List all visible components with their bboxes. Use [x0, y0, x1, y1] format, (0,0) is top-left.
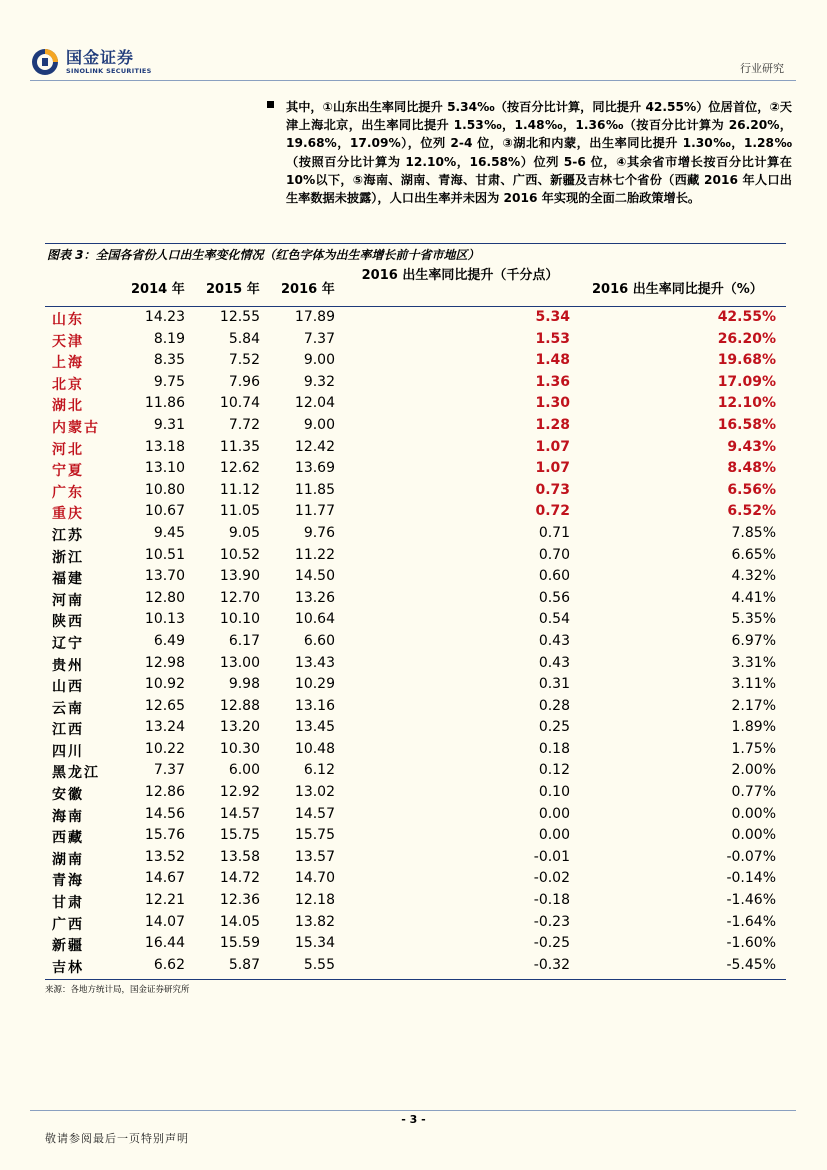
header-2016: 2016 年: [281, 282, 335, 297]
cell-2015: 10.52: [219, 546, 260, 563]
cell-2015: 11.12: [219, 481, 260, 498]
table-row: [45, 674, 786, 696]
cell-2015: 7.96: [228, 373, 260, 390]
cell-change-permille: -0.25: [533, 935, 570, 952]
source-note: 来源：各地方统计局，国金证券研究所: [45, 985, 190, 995]
cell-2015: 12.62: [219, 460, 260, 477]
cell-2016: 11.22: [294, 546, 335, 563]
cell-2016: 13.16: [294, 697, 335, 714]
cell-change-pct: 3.31%: [731, 654, 776, 671]
cell-province: 湖南: [52, 851, 84, 868]
cell-2014: 14.23: [144, 309, 185, 325]
cell-province: 甘肃: [52, 895, 84, 912]
summary-text: 其中，①山东出生率同比提升 5.34‰（按百分比计算，同比提升 42.55%）位居首位，②天津上海北京，出生率同比提升 1.53‰，1.48‰，1.36‰（按百分比计算为 26.20%，19.68%，17.09%），位列 2-4 位，③湖北和内蒙，出生率同比提升 1.30‰，1.28‰（按照百分比计算为 12.10%，16.58%）位列 5-6 位，④其余省市增长按百分比计算在 10%以下，⑤海南、湖南、青海、甘肃、广西、新疆及吉林七个省份（西藏 2016 年人口出生率数据未披露），人口出生率并未因为 2016 年实现的全面二胎政策增长。: [286, 100, 792, 206]
data-table-body: [45, 307, 786, 976]
cell-2014: 6.62: [153, 956, 185, 973]
cell-2016: 12.42: [294, 438, 335, 455]
cell-change-pct: -1.46%: [726, 892, 776, 909]
table-row: [45, 825, 786, 847]
cell-2014: 16.44: [144, 935, 185, 952]
cell-change-pct: 6.52%: [727, 503, 776, 520]
cell-change-pct: 7.85%: [731, 524, 776, 541]
cell-2014: 14.56: [144, 805, 185, 822]
cell-province: 黑龙江: [52, 765, 100, 782]
cell-change-pct: 0.77%: [731, 784, 776, 801]
cell-2015: 15.75: [219, 827, 260, 844]
cell-2016: 14.70: [294, 870, 335, 887]
cell-change-permille: 0.72: [535, 503, 570, 520]
cell-change-pct: 5.35%: [731, 611, 776, 628]
cell-province: 吉林: [52, 959, 84, 976]
logo-en-text: SINOLINK SECURITIES: [66, 67, 152, 75]
cell-province: 天津: [52, 333, 84, 350]
cell-change-pct: 1.89%: [731, 719, 776, 736]
summary-paragraph: [286, 98, 792, 207]
cell-province: 河北: [52, 441, 84, 458]
cell-2014: 15.76: [144, 827, 185, 844]
table-row: [45, 868, 786, 890]
cell-province: 海南: [52, 808, 84, 825]
cell-2014: 7.37: [153, 762, 185, 779]
cell-2016: 13.69: [294, 460, 335, 477]
cell-2015: 11.05: [219, 503, 260, 520]
table-row: [45, 545, 786, 567]
cell-2016: 5.55: [303, 956, 335, 973]
table-row: [45, 523, 786, 545]
cell-change-permille: -0.18: [533, 892, 570, 909]
cell-2016: 9.00: [303, 352, 335, 369]
cell-2014: 9.45: [153, 524, 185, 541]
cell-2014: 13.70: [144, 568, 185, 585]
cell-2014: 8.19: [153, 330, 185, 347]
cell-province: 北京: [52, 376, 84, 393]
cell-2016: 9.32: [303, 373, 335, 390]
page-number: - 3 -: [401, 1113, 426, 1126]
cell-change-pct: 0.00%: [731, 805, 776, 822]
cell-change-pct: 2.00%: [731, 762, 776, 779]
cell-2015: 13.90: [219, 568, 260, 585]
report-category: 行业研究: [740, 62, 784, 75]
cell-province: 福建: [52, 571, 84, 588]
cell-change-permille: -0.23: [533, 913, 570, 930]
cell-change-permille: 0.71: [538, 524, 570, 541]
cell-2015: 6.00: [228, 762, 260, 779]
cell-change-permille: 0.31: [538, 676, 570, 693]
cell-province: 青海: [52, 873, 84, 890]
cell-change-pct: 12.10%: [717, 395, 776, 412]
cell-province: 广西: [52, 916, 84, 933]
cell-2015: 10.10: [219, 611, 260, 628]
cell-2014: 6.49: [153, 632, 185, 649]
table-row: [45, 329, 786, 351]
cell-2015: 12.36: [219, 892, 260, 909]
cell-2015: 12.92: [219, 784, 260, 801]
cell-change-permille: 1.30: [535, 395, 570, 412]
table-row: [45, 804, 786, 826]
cell-province: 上海: [52, 355, 84, 372]
cell-change-permille: 0.60: [538, 568, 570, 585]
header-divider: [30, 80, 796, 81]
table-row: [45, 631, 786, 653]
cell-2016: 11.77: [294, 503, 335, 520]
table-row: [45, 437, 786, 459]
cell-change-pct: 19.68%: [717, 352, 776, 369]
cell-2014: 10.51: [144, 546, 185, 563]
cell-change-permille: -0.02: [533, 870, 570, 887]
cell-change-permille: 0.10: [538, 784, 570, 801]
cell-2014: 11.86: [144, 395, 185, 412]
cell-2014: 10.22: [144, 740, 185, 757]
cell-2015: 15.59: [219, 935, 260, 952]
cell-change-permille: 0.70: [538, 546, 570, 563]
cell-change-pct: 6.56%: [727, 481, 776, 498]
cell-change-pct: -0.14%: [726, 870, 776, 887]
cell-change-permille: 0.00: [538, 827, 570, 844]
cell-2014: 12.86: [144, 784, 185, 801]
cell-2015: 11.35: [219, 438, 260, 455]
cell-change-pct: 2.17%: [731, 697, 776, 714]
cell-province: 陕西: [52, 614, 84, 631]
cell-2015: 9.98: [228, 676, 260, 693]
cell-2015: 12.55: [219, 309, 260, 325]
cell-2015: 7.52: [228, 352, 260, 369]
cell-2016: 12.04: [294, 395, 335, 412]
cell-change-permille: 0.43: [538, 632, 570, 649]
footer-divider: [30, 1110, 796, 1111]
table-row: [45, 393, 786, 415]
cell-province: 江苏: [52, 527, 84, 544]
cell-2015: 14.05: [219, 913, 260, 930]
cell-2015: 5.84: [228, 330, 260, 347]
table-row: [45, 307, 786, 329]
cell-province: 西藏: [52, 830, 84, 847]
cell-change-permille: -0.01: [533, 848, 570, 865]
cell-2015: 14.72: [219, 870, 260, 887]
cell-2014: 10.13: [144, 611, 185, 628]
cell-2014: 13.52: [144, 848, 185, 865]
table-row: [45, 782, 786, 804]
cell-change-permille: 0.00: [538, 805, 570, 822]
cell-2016: 13.26: [294, 589, 335, 606]
cell-province: 湖北: [52, 398, 84, 415]
table-row: [45, 912, 786, 934]
cell-change-permille: 1.53: [535, 330, 570, 347]
cell-province: 山东: [52, 312, 84, 328]
cell-change-permille: 1.48: [535, 352, 570, 369]
cell-2015: 6.17: [228, 632, 260, 649]
cell-2015: 7.72: [228, 416, 260, 433]
footer-disclaimer: 敬请参阅最后一页特别声明: [45, 1132, 189, 1145]
cell-2014: 12.80: [144, 589, 185, 606]
cell-province: 浙江: [52, 549, 84, 566]
cell-2014: 13.10: [144, 460, 185, 477]
table-row: [45, 890, 786, 912]
cell-2014: 9.31: [153, 416, 185, 433]
cell-2016: 17.89: [294, 309, 335, 325]
cell-change-permille: 1.36: [535, 373, 570, 390]
cell-2016: 15.34: [294, 935, 335, 952]
cell-2015: 14.57: [219, 805, 260, 822]
cell-change-pct: -1.64%: [726, 913, 776, 930]
cell-2016: 9.76: [303, 524, 335, 541]
cell-change-permille: 1.07: [535, 460, 570, 477]
table-row: [45, 458, 786, 480]
cell-2015: 13.20: [219, 719, 260, 736]
cell-2016: 14.57: [294, 805, 335, 822]
table-row: [45, 372, 786, 394]
table-row: [45, 609, 786, 631]
cell-2014: 8.35: [153, 352, 185, 369]
cell-2014: 13.18: [144, 438, 185, 455]
cell-change-permille: 0.18: [538, 740, 570, 757]
cell-province: 山西: [52, 679, 84, 696]
header-2014: 2014 年: [131, 282, 185, 297]
cell-province: 重庆: [52, 506, 84, 523]
cell-2016: 12.18: [294, 892, 335, 909]
table-row: [45, 933, 786, 955]
cell-change-pct: 42.55%: [717, 309, 776, 325]
cell-change-pct: 9.43%: [727, 438, 776, 455]
table-row: [45, 588, 786, 610]
figure-top-rule: [45, 243, 786, 244]
cell-2016: 10.64: [294, 611, 335, 628]
cell-2014: 10.80: [144, 481, 185, 498]
cell-2016: 13.02: [294, 784, 335, 801]
cell-2016: 10.29: [294, 676, 335, 693]
cell-province: 安徽: [52, 787, 84, 804]
figure-title: 图表 3：全国各省份人口出生率变化情况（红色字体为出生率增长前十省市地区）: [47, 248, 480, 262]
cell-province: 河南: [52, 592, 84, 609]
table-row: [45, 696, 786, 718]
cell-province: 辽宁: [52, 635, 84, 652]
cell-change-pct: 4.41%: [731, 589, 776, 606]
logo-cn-text: 国金证券: [66, 48, 135, 67]
cell-2016: 7.37: [303, 330, 335, 347]
cell-2015: 5.87: [228, 956, 260, 973]
table-row: [45, 717, 786, 739]
cell-province: 四川: [52, 743, 84, 760]
cell-change-pct: 0.00%: [731, 827, 776, 844]
table-row: [45, 480, 786, 502]
cell-change-pct: -1.60%: [726, 935, 776, 952]
cell-province: 江西: [52, 722, 84, 739]
table-row: [45, 566, 786, 588]
cell-2014: 14.07: [144, 913, 185, 930]
cell-change-pct: 8.48%: [727, 460, 776, 477]
bullet-square-icon: [267, 101, 274, 108]
cell-2016: 13.82: [294, 913, 335, 930]
cell-province: 贵州: [52, 657, 84, 674]
cell-change-pct: -5.45%: [726, 956, 776, 973]
cell-change-permille: 0.73: [535, 481, 570, 498]
cell-2015: 12.70: [219, 589, 260, 606]
cell-change-permille: 0.12: [538, 762, 570, 779]
cell-2015: 13.58: [219, 848, 260, 865]
cell-2016: 10.48: [294, 740, 335, 757]
cell-2014: 10.92: [144, 676, 185, 693]
table-row: [45, 653, 786, 675]
cell-change-permille: 1.07: [535, 438, 570, 455]
cell-2015: 10.30: [219, 740, 260, 757]
header-change-pct: 2016 出生率同比提升（%）: [592, 282, 763, 297]
cell-2015: 13.00: [219, 654, 260, 671]
cell-change-permille: 5.34: [535, 309, 570, 325]
cell-province: 新疆: [52, 938, 84, 955]
cell-province: 广东: [52, 484, 84, 501]
cell-province: 宁夏: [52, 463, 84, 480]
logo-mark-icon: [30, 47, 60, 77]
cell-province: 内蒙古: [52, 419, 100, 436]
table-row: [45, 501, 786, 523]
cell-2016: 13.45: [294, 719, 335, 736]
cell-change-permille: 1.28: [535, 416, 570, 433]
cell-change-pct: 6.65%: [731, 546, 776, 563]
cell-change-permille: 0.43: [538, 654, 570, 671]
cell-2016: 9.00: [303, 416, 335, 433]
cell-2016: 14.50: [294, 568, 335, 585]
sinolink-logo: [30, 47, 152, 77]
cell-change-pct: 17.09%: [717, 373, 776, 390]
page-header: [0, 0, 827, 90]
cell-2016: 13.43: [294, 654, 335, 671]
cell-change-permille: 0.54: [538, 611, 570, 628]
cell-change-pct: 16.58%: [717, 416, 776, 433]
cell-change-pct: 3.11%: [731, 676, 776, 693]
cell-change-pct: -0.07%: [726, 848, 776, 865]
cell-2015: 10.74: [219, 395, 260, 412]
cell-2016: 11.85: [294, 481, 335, 498]
table-row: [45, 739, 786, 761]
cell-2016: 6.12: [303, 762, 335, 779]
cell-2014: 9.75: [153, 373, 185, 390]
table-row: [45, 847, 786, 869]
cell-change-permille: 0.56: [538, 589, 570, 606]
cell-2014: 13.24: [144, 719, 185, 736]
cell-2016: 15.75: [294, 827, 335, 844]
cell-change-permille: 0.28: [538, 697, 570, 714]
cell-change-pct: 26.20%: [717, 330, 776, 347]
cell-2016: 6.60: [303, 632, 335, 649]
cell-2014: 12.98: [144, 654, 185, 671]
header-2015: 2015 年: [206, 282, 260, 297]
cell-2014: 14.67: [144, 870, 185, 887]
cell-2014: 12.65: [144, 697, 185, 714]
table-row: [45, 760, 786, 782]
cell-change-pct: 1.75%: [731, 740, 776, 757]
cell-2015: 12.88: [219, 697, 260, 714]
table-row: [45, 955, 786, 977]
header-change-permille: 2016 出生率同比提升（千分点）: [361, 268, 559, 283]
table-bottom-rule: [45, 979, 786, 980]
cell-2016: 13.57: [294, 848, 335, 865]
table-row: [45, 350, 786, 372]
cell-change-pct: 6.97%: [731, 632, 776, 649]
cell-change-pct: 4.32%: [731, 568, 776, 585]
cell-change-permille: 0.25: [538, 719, 570, 736]
table-row: [45, 415, 786, 437]
cell-province: 云南: [52, 700, 84, 717]
cell-change-permille: -0.32: [533, 956, 570, 973]
cell-2014: 10.67: [144, 503, 185, 520]
cell-2014: 12.21: [144, 892, 185, 909]
cell-2015: 9.05: [228, 524, 260, 541]
